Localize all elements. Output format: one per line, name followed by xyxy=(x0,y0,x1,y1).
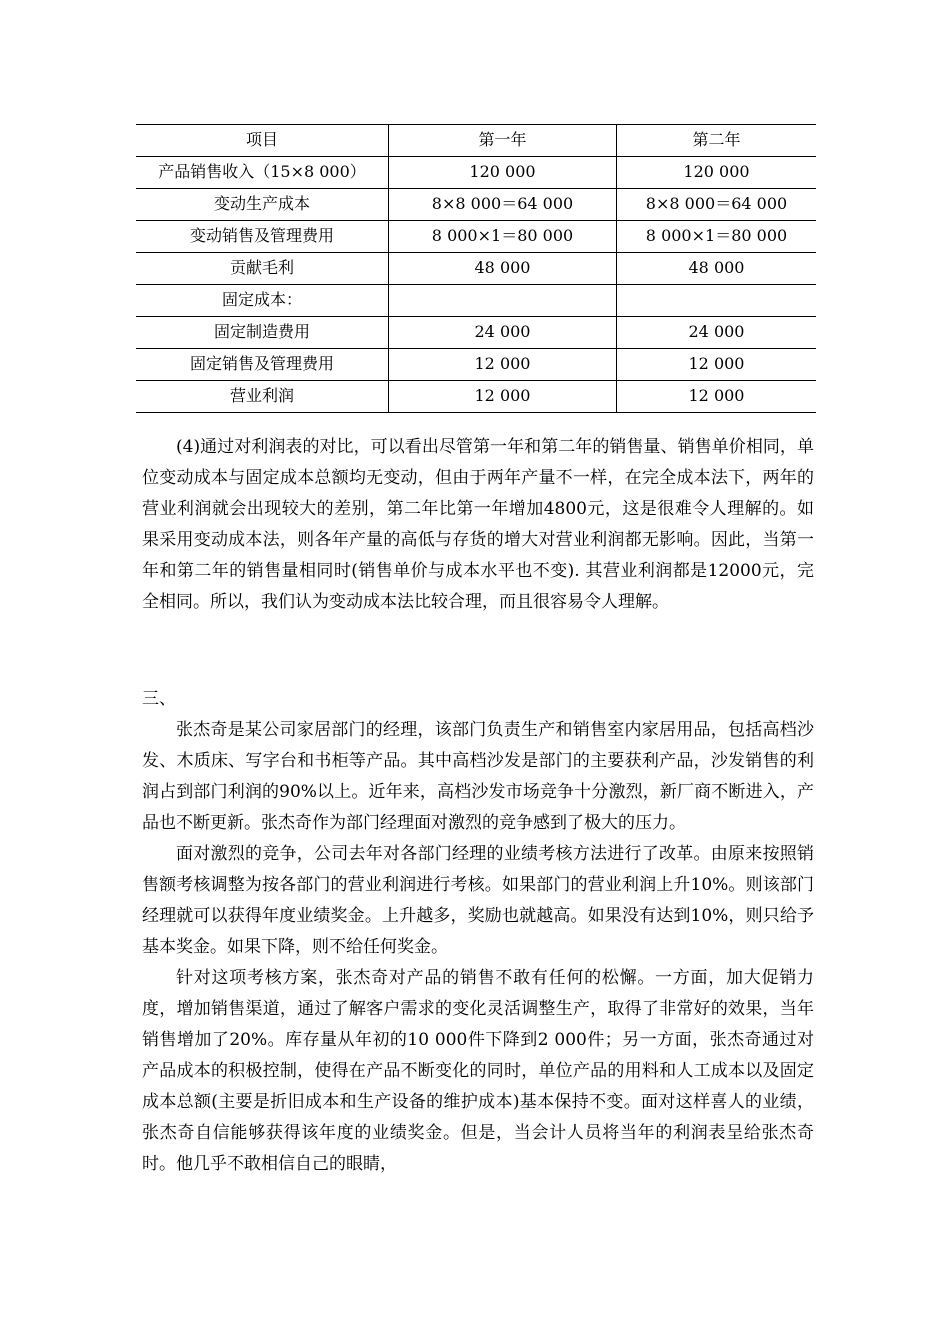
paragraph-4: (4)通过对利润表的对比，可以看出尽管第一年和第二年的销售量、销售单价相同，单位变动成本与固定成本总额均无变动，但由于两年产量不一样，在完全成本法下，两年的营业利润就会出现较大的差别，第二年比第一年增加4800元，这是很难令人理解的。如果采用变动成本法，则各年产量的高低与存货的增大对营业利润都无影响。因此，当第一年和第二年的销售量相同时(销售单价与成本水平也不变). 其营业利润都是12000元，完全相同。所以，我们认为变动成本法比较合理，而且很容易令人理解。 xyxy=(142,437,814,612)
year-2-value: 8 000×1＝80 000 xyxy=(617,221,817,253)
table-row xyxy=(136,253,816,285)
year-2-value: 12 000 xyxy=(617,349,817,381)
year-1-value: 24 000 xyxy=(389,317,617,349)
case-paragraph-3: 针对这项考核方案，张杰奇对产品的销售不敢有任何的松懈。一方面，加大促销力度，增加销售渠道，通过了解客户需求的变化灵活调整生产，取得了非常好的效果，当年销售增加了20%。库存量从年初的10 000件下降到2 000件；另一方面，张杰奇通过对产品成本的积极控制，使得在产品不断变化的同时，单位产品的用料和人工成本以及固定成本总额(主要是折旧成本和生产设备的维护成本)基本保持不变。面对这样喜人的业绩，张杰奇自信能够获得该年度的业绩奖金。但是，当会计人员将当年的利润表呈给张杰奇时。他几乎不敢相信自己的眼睛， xyxy=(142,968,814,1174)
year-1-value: 120 000 xyxy=(389,157,617,189)
table-row xyxy=(136,349,816,381)
row-label: 变动销售及管理费用 xyxy=(136,221,389,253)
row-label: 贡献毛利 xyxy=(136,253,389,285)
year-1-value: 48 000 xyxy=(389,253,617,285)
table-row xyxy=(136,221,816,253)
header-year-2: 第二年 xyxy=(617,125,817,157)
table-row xyxy=(136,157,816,189)
analysis-section xyxy=(142,432,814,618)
header-year-1: 第一年 xyxy=(389,125,617,157)
year-1-value: 12 000 xyxy=(389,381,617,413)
row-label: 固定成本： xyxy=(136,285,389,317)
case-section xyxy=(142,715,814,1180)
row-label: 变动生产成本 xyxy=(136,189,389,221)
year-2-value: 12 000 xyxy=(617,381,817,413)
table-row xyxy=(136,189,816,221)
year-1-value xyxy=(389,285,617,317)
row-label: 固定制造费用 xyxy=(136,317,389,349)
header-item: 项目 xyxy=(136,125,389,157)
row-label: 产品销售收入（15×8 000） xyxy=(136,157,389,189)
case-paragraph-1: 张杰奇是某公司家居部门的经理，该部门负责生产和销售室内家居用品，包括高档沙发、木质床、写字台和书柜等产品。其中高档沙发是部门的主要获利产品，沙发销售的利润占到部门利润的90%以上。近年来，高档沙发市场竞争十分激烈，新厂商不断进入，产品也不断更新。张杰奇作为部门经理面对激烈的竞争感到了极大的压力。 xyxy=(142,720,814,833)
year-1-value: 8×8 000＝64 000 xyxy=(389,189,617,221)
table-row xyxy=(136,317,816,349)
row-label: 营业利润 xyxy=(136,381,389,413)
table-row xyxy=(136,285,816,317)
year-2-value: 120 000 xyxy=(617,157,817,189)
table-header-row xyxy=(136,125,816,157)
year-1-value: 8 000×1＝80 000 xyxy=(389,221,617,253)
year-2-value: 24 000 xyxy=(617,317,817,349)
year-2-value xyxy=(617,285,817,317)
year-2-value: 8×8 000＝64 000 xyxy=(617,189,817,221)
year-2-value: 48 000 xyxy=(617,253,817,285)
income-statement-table xyxy=(136,124,816,413)
row-label: 固定销售及管理费用 xyxy=(136,349,389,381)
section-heading: 三、 xyxy=(142,689,176,709)
table-row xyxy=(136,381,816,413)
year-1-value: 12 000 xyxy=(389,349,617,381)
case-paragraph-2: 面对激烈的竞争，公司去年对各部门经理的业绩考核方法进行了改革。由原来按照销售额考核调整为按各部门的营业利润进行考核。如果部门的营业利润上升10%。则该部门经理就可以获得年度业绩奖金。上升越多，奖励也就越高。如果没有达到10%，则只给予基本奖金。如果下降，则不给任何奖金。 xyxy=(142,844,814,957)
